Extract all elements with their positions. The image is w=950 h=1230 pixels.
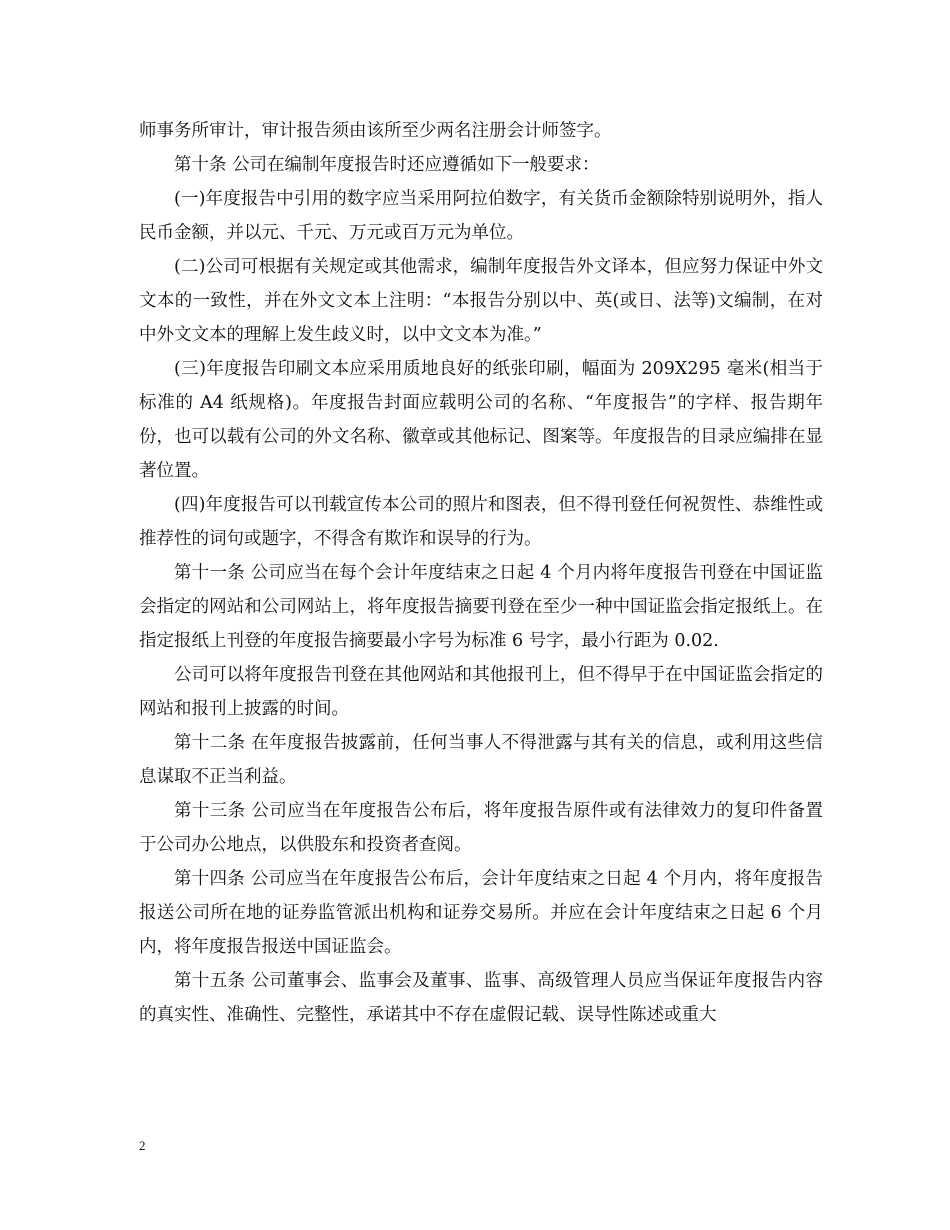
paragraph-article-10: 第十条 公司在编制年度报告时还应遵循如下一般要求： bbox=[174, 155, 600, 175]
paragraph-article-10-item-4: (四)年度报告可以刊载宣传本公司的照片和图表，但不得刊登任何祝贺性、恭维性或推荐性的词句或题字，不得含有欺诈和误导的行为。 bbox=[139, 495, 823, 549]
paragraph-article-10-item-1: (一)年度报告中引用的数字应当采用阿拉伯数字，有关货币金额除特别说明外，指人民币金额，并以元、千元、万元或百万元为单位。 bbox=[139, 189, 823, 243]
document-body bbox=[139, 114, 823, 1032]
paragraph-continuation: 师事务所审计，审计报告须由该所至少两名注册会计师签字。 bbox=[139, 121, 612, 141]
paragraph-article-10-item-3: (三)年度报告印刷文本应采用质地良好的纸张印刷，幅面为 209X295 毫米(相当于标准的 A4 纸规格)。年度报告封面应载明公司的名称、“年度报告”的字样、报告期年份，也可以载有公司的外文名称、徽章或其他标记、图案等。年度报告的目录应编排在显著位置。 bbox=[139, 359, 823, 481]
paragraph-article-11: 第十一条 公司应当在每个会计年度结束之日起 4 个月内将年度报告刊登在中国证监会指定的网站和公司网站上，将年度报告摘要刊登在至少一种中国证监会指定报纸上。在指定报纸上刊登的年度报告摘要最小字号为标准 6 号字，最小行距为 0.02. bbox=[139, 563, 823, 651]
paragraph-article-15: 第十五条 公司董事会、监事会及董事、监事、高级管理人员应当保证年度报告内容的真实性、准确性、完整性，承诺其中不存在虚假记载、误导性陈述或重大 bbox=[139, 971, 823, 1025]
paragraph-article-14: 第十四条 公司应当在年度报告公布后，会计年度结束之日起 4 个月内，将年度报告报送公司所在地的证券监管派出机构和证券交易所。并应在会计年度结束之日起 6 个月内，将年度报告报送中国证监会。 bbox=[139, 869, 823, 957]
paragraph-article-11-continued: 公司可以将年度报告刊登在其他网站和其他报刊上，但不得早于在中国证监会指定的网站和报刊上披露的时间。 bbox=[139, 665, 823, 719]
paragraph-article-13: 第十三条 公司应当在年度报告公布后，将年度报告原件或有法律效力的复印件备置于公司办公地点，以供股东和投资者查阅。 bbox=[139, 801, 823, 855]
paragraph-article-12: 第十二条 在年度报告披露前，任何当事人不得泄露与其有关的信息，或利用这些信息谋取不正当利益。 bbox=[139, 733, 823, 787]
paragraph-article-10-item-2: (二)公司可根据有关规定或其他需求，编制年度报告外文译本，但应努力保证中外文文本的一致性，并在外文文本上注明：“本报告分别以中、英(或日、法等)文编制，在对中外文文本的理解上发生歧义时，以中文文本为准。” bbox=[139, 257, 823, 345]
page-number: 2 bbox=[139, 1138, 146, 1153]
